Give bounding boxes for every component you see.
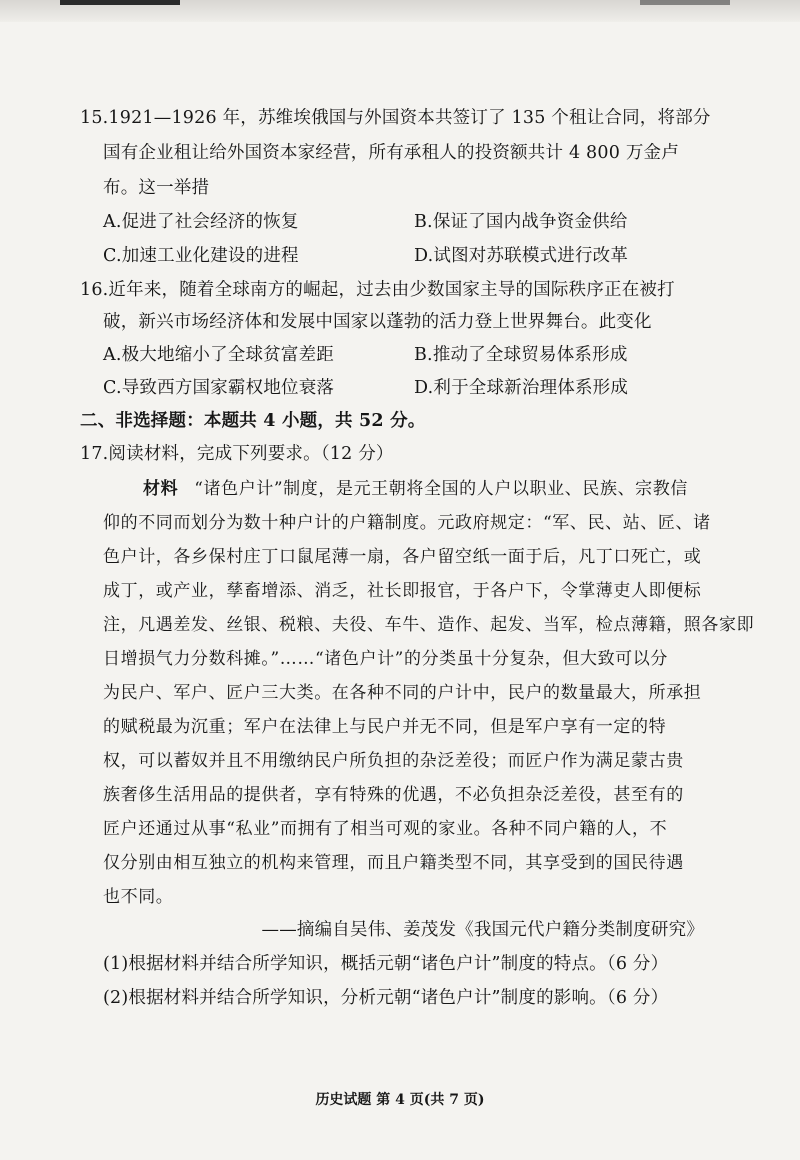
q15-option-a: A.促进了社会经济的恢复 — [103, 212, 299, 232]
q16-stem-line2: 破，新兴市场经济体和发展中国家以蓬勃的活力登上世界舞台。此变化 — [103, 312, 652, 332]
material-line: 成丁，或产业，孳畜增添、消乏，社长即报官，于各户下，令掌薄吏人即便标 — [103, 581, 702, 601]
material-line: 为民户、军户、匠户三大类。在各种不同的户计中，民户的数量最大，所承担 — [103, 683, 702, 703]
material-text: “诸色户计”制度，是元王朝将全国的人户以职业、民族、宗教信 — [194, 479, 688, 499]
material-line: 仅分别由相互独立的机构来管理，而且户籍类型不同，其享受到的国民待遇 — [103, 853, 684, 873]
material-line: 匠户还通过从事“私业”而拥有了相当可观的家业。各种不同户籍的人，不 — [103, 819, 668, 839]
page-footer: 历史试题 第 4 页(共 7 页) — [315, 1092, 485, 1108]
q17-header: 17.阅读材料，完成下列要求。（12 分） — [80, 444, 394, 464]
q17-subquestion-2: (2)根据材料并结合所学知识，分析元朝“诸色户计”制度的影响。（6 分） — [103, 988, 669, 1008]
q17-subquestion-1: (1)根据材料并结合所学知识，概括元朝“诸色户计”制度的特点。（6 分） — [103, 954, 669, 974]
material-source: ——摘编自吴伟、姜茂发《我国元代户籍分类制度研究》 — [261, 920, 704, 940]
material-line: 仰的不同而划分为数十种户计的户籍制度。元政府规定：“军、民、站、匠、诸 — [103, 513, 711, 533]
q16-option-d: D.利于全球新治理体系形成 — [414, 378, 629, 398]
material-line: 注，凡遇差发、丝银、税粮、夫役、车牛、造作、起发、当军，检点薄籍，照各家即 — [103, 615, 755, 635]
material-label: 材料 — [143, 479, 179, 499]
material-line: 的赋税最为沉重；军户在法律上与民户并无不同，但是军户享有一定的特 — [103, 717, 667, 737]
q16-option-c: C.导致西方国家霸权地位衰落 — [103, 378, 335, 398]
material-line: 日增损气力分数科摊。”……“诸色户计”的分类虽十分复杂，但大致可以分 — [103, 649, 668, 669]
material-line: 族奢侈生活用品的提供者，享有特殊的优遇，不必负担杂泛差役，甚至有的 — [103, 785, 684, 805]
q15-option-c: C.加速工业化建设的进程 — [103, 246, 299, 266]
section-heading: 二、非选择题：本题共 4 小题，共 52 分。 — [80, 411, 426, 431]
q15-option-d: D.试图对苏联模式进行改革 — [414, 246, 629, 266]
q15-stem-line1: 15.1921—1926 年，苏维埃俄国与外国资本共签订了 135 个租让合同，将部分 — [80, 108, 711, 128]
material-line: 权，可以蓄奴并且不用缴纳民户所负担的杂泛差役；而匠户作为满足蒙古贵 — [103, 751, 684, 771]
q15-stem-line2: 国有企业租让给外国资本家经营，所有承租人的投资额共计 4 800 万金卢 — [103, 143, 679, 163]
material-line: 也不同。 — [103, 887, 174, 907]
q15-stem-line3: 布。这一举措 — [103, 178, 210, 198]
material-line: 色户计，各乡保村庄丁口鼠尾薄一扇，各户留空纸一面于后，凡丁口死亡，或 — [103, 547, 702, 567]
q15-option-b: B.保证了国内战争资金供给 — [414, 212, 628, 232]
q16-option-b: B.推动了全球贸易体系形成 — [414, 345, 628, 365]
q16-stem-line1: 16.近年来，随着全球南方的崛起，过去由少数国家主导的国际秩序正在被打 — [80, 280, 675, 300]
q16-option-a: A.极大地缩小了全球贫富差距 — [103, 345, 334, 365]
material-line — [143, 477, 688, 501]
